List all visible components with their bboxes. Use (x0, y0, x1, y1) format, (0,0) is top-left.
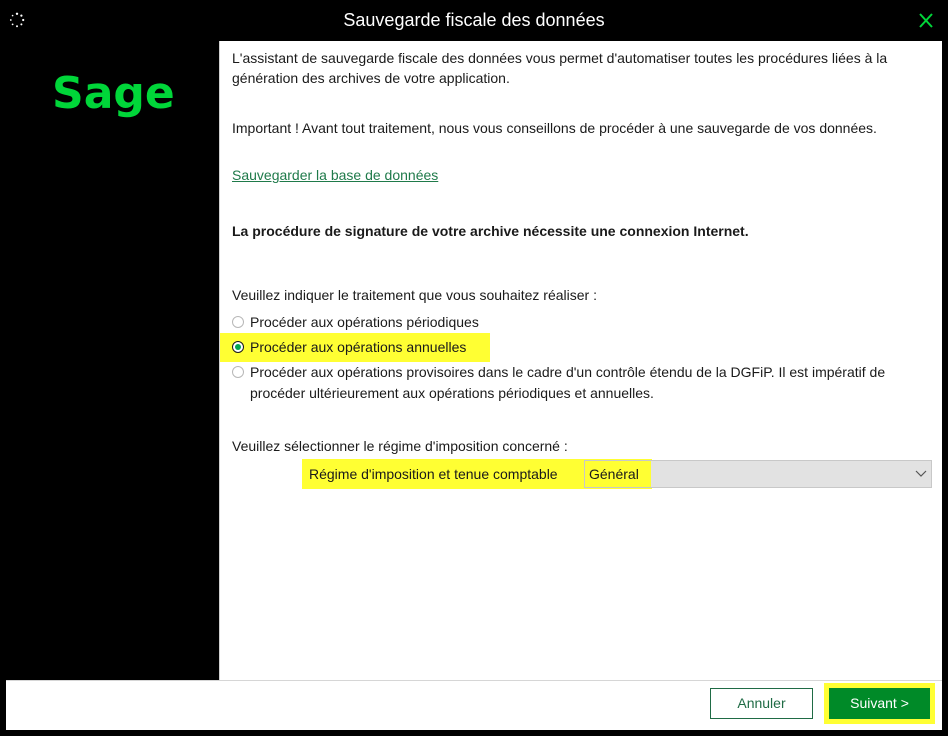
backup-database-link[interactable]: Sauvegarder la base de données (232, 167, 439, 183)
radio-button-selected[interactable] (232, 341, 244, 353)
close-x-icon[interactable] (912, 8, 940, 34)
intro-text: L'assistant de sauvegarde fiscale des données vous permet d'automatiser toutes les procédures liées à la génération des archives de votre application. (232, 50, 888, 86)
regime-select[interactable] (584, 460, 932, 488)
radio-label: Procéder aux opérations provisoires dans le cadre d'un contrôle étendu de la DGFiP. Il est impératif de procéder ultérieurement aux opérations périodiques et annuelles. (250, 364, 886, 401)
regime-select-value: Général (589, 466, 639, 482)
radio-label: Procéder aux opérations annuelles (250, 339, 467, 355)
radio-option-periodic[interactable] (232, 312, 532, 332)
chevron-down-icon (915, 469, 927, 479)
important-text: Important ! Avant tout traitement, nous vous conseillons de procéder à une sauvegarde de vos données. (232, 120, 877, 136)
treatment-question: Veuillez indiquer le traitement que vous souhaitez réaliser : (232, 287, 597, 303)
cancel-button[interactable]: Annuler (710, 688, 813, 719)
svg-text:Sage: Sage (52, 68, 175, 119)
window-title: Sauvegarde fiscale des données (343, 10, 605, 30)
next-button[interactable]: Suivant > (829, 688, 930, 719)
dialog-body (6, 41, 942, 730)
internet-notice: La procédure de signature de votre archive nécessite une connexion Internet. (232, 223, 749, 239)
sage-logo (52, 65, 175, 125)
radio-label: Procéder aux opérations périodiques (250, 314, 479, 330)
radio-button[interactable] (232, 366, 244, 378)
radio-option-provisional[interactable] (232, 362, 932, 402)
regime-question: Veuillez sélectionner le régime d'imposition concerné : (232, 438, 568, 454)
radio-button[interactable] (232, 316, 244, 328)
radio-option-annual[interactable] (232, 337, 472, 357)
footer-divider (6, 680, 942, 681)
sidebar (6, 41, 219, 680)
regime-label: Régime d'imposition et tenue comptable (309, 466, 558, 482)
title-bar (0, 0, 948, 41)
